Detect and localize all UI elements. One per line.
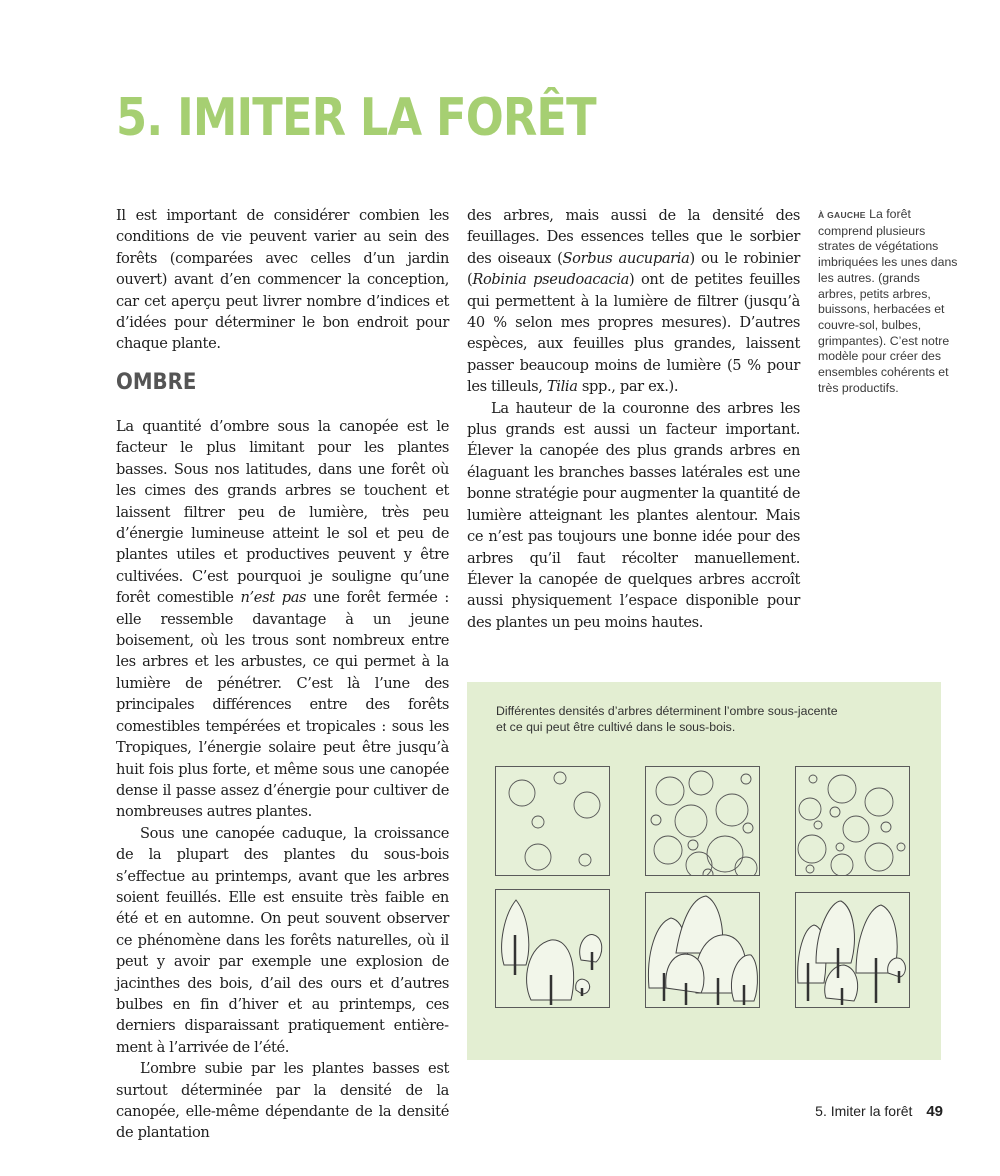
side-view-dense-panel bbox=[645, 892, 760, 1008]
intro-paragraph: Il est important de considérer combien les conditions de vie peuvent varier au sein des forêts (comparées avec celles d’un jardin ouvert) avant d’en commencer la conception, car cet aperçu peut livrer nombre d’indices et d’idées pour déterminer le bon endroit pour chaque plante. bbox=[116, 207, 449, 353]
figure-caption-line: Différentes densités d’arbres déterminent l’ombre sous-jacente bbox=[496, 704, 838, 718]
top-view-medium-panel bbox=[795, 766, 910, 876]
figure-box bbox=[467, 682, 941, 1060]
page-footer bbox=[815, 1103, 943, 1120]
running-footer-chapter: 5. Imiter la forêt bbox=[815, 1103, 913, 1119]
species-name: Robinia pseudoacacia bbox=[472, 271, 629, 289]
body-paragraph: L’ombre subie par les plantes basses est surtout déterminée par la densité de la canopée, elle-même dépendante de la densité de plantation bbox=[116, 1060, 449, 1142]
text-run: La quantité d’ombre sous la canopée est le facteur le plus limitant pour les plantes basses. Sous nos latitudes, dans une forêt où les cimes des grands arbres se touchent et laissent filtrer peu de lumière, très peu d’énergie lumineuse atteint le sol et peu de plantes utiles et productives peuvent y être cultivées. C’est pourquoi je souligne qu’une forêt comestible bbox=[116, 418, 449, 607]
body-paragraph: Sous une canopée caduque, la croissance de la plupart des plantes du sous-bois s’effectue au printemps, avant que les arbres soient feuillés. Elle est ensuite très faible en été et en automne. On peut souvent observer ce phénomène dans les forêts naturelles, où il peut y avoir par exemple une explosion de jacinthes des bois, d’ail des ours et d’autres bulbes en fin d’hiver et au printemps, ces derniers disparaissant pratiquement entièrement à l’arrivée de l’été. bbox=[116, 824, 449, 1056]
page-number: 49 bbox=[926, 1103, 943, 1120]
body-paragraph bbox=[116, 416, 449, 823]
tree-side-view-illustration bbox=[496, 890, 609, 1007]
section-heading-ombre: OMBRE bbox=[116, 370, 197, 395]
tree-side-view-illustration bbox=[646, 893, 759, 1007]
text-run: ) ou le robinier ( bbox=[467, 249, 800, 289]
tree-side-view-illustration bbox=[796, 893, 909, 1007]
side-view-sparse-panel bbox=[495, 889, 610, 1008]
side-caption bbox=[818, 207, 958, 396]
tree-canopy-topview-illustration bbox=[496, 767, 609, 875]
figure-caption-line: et ce qui peut être cultivé dans le sous-bois. bbox=[496, 720, 736, 734]
text-run: spp., par ex.). bbox=[577, 378, 679, 396]
right-body-column bbox=[467, 205, 800, 633]
text-run: ) ont de petites feuilles qui permettent à la lumière de filtrer (jusqu’à 40 % selon mes propres mesures). D’autres espèces, aux feuilles plus grandes, laissent passer beaucoup moins de lumière (5 % pour les tilleuls, bbox=[467, 271, 800, 396]
tree-canopy-topview-illustration bbox=[796, 767, 909, 875]
emphasis-text: n’est pas bbox=[240, 589, 307, 607]
text-run: des arbres, mais aussi de la densité des feuillages. Des essences telles que le sorbier des oiseaux ( bbox=[467, 207, 800, 267]
left-body-column bbox=[116, 416, 449, 1144]
tree-canopy-topview-illustration bbox=[646, 767, 759, 875]
body-paragraph: La hauteur de la couronne des arbres les plus grands est aussi un facteur important. Élever la canopée des plus grands arbres en élaguant les branches basses latérales est une bonne stratégie pour augmenter la quantité de lumière atteignant les plantes alentour. Mais ce n’est pas toujours une bonne idée pour des arbres qu’il faut récolter manuellement. Élever la canopée de quelques arbres accroît aussi physiquement l’espace disponible pour des plantes un peu moins hautes. bbox=[467, 399, 800, 631]
species-name: Tilia bbox=[546, 378, 578, 396]
body-paragraph bbox=[467, 205, 800, 398]
top-view-dense-panel bbox=[645, 766, 760, 876]
top-view-sparse-panel bbox=[495, 766, 610, 876]
side-view-medium-panel bbox=[795, 892, 910, 1008]
figure-caption bbox=[496, 703, 876, 735]
side-caption-text: La forêt comprend plusieurs strates de végétations imbriquées les unes dans les autres. (grands arbres, petits arbres, buissons, herbacées et couvre-sol, bulbes, grimpantes). C’est notre modèle pour créer des ensembles cohérents et très productifs. bbox=[818, 207, 958, 395]
chapter-title: 5. IMITER LA FORÊT bbox=[116, 88, 596, 148]
side-caption-label: À GAUCHE bbox=[818, 210, 866, 220]
species-name: Sorbus aucuparia bbox=[562, 249, 690, 267]
text-run: une forêt fermée : elle ressemble davantage à un jeune boisement, où les trous sont nombreux entre les arbres et les arbustes, ce qui permet à la lumière de pénétrer. C’est là l’une des principales différences entre des forêts comestibles tempérées et tropicales : sous les Tropiques, l’énergie solaire peut être jusqu’à huit fois plus forte, et même sous une canopée dense il passe assez d’énergie pour cultiver de nombreuses autres plantes. bbox=[116, 589, 449, 821]
intro-paragraph-column bbox=[116, 205, 449, 355]
